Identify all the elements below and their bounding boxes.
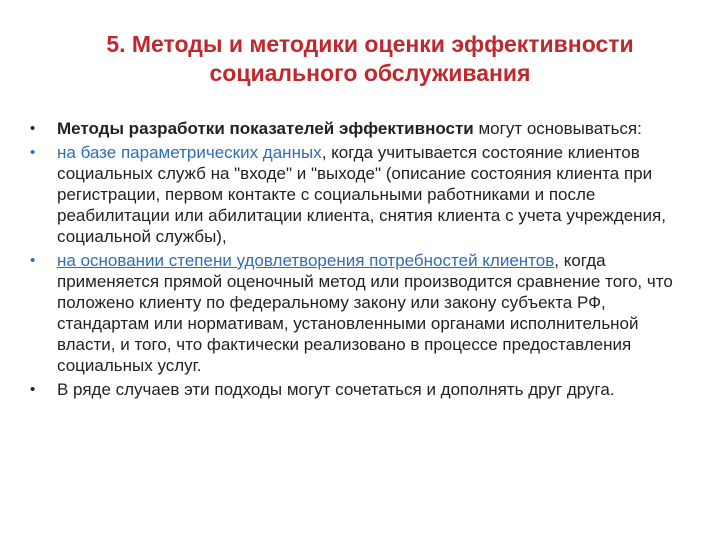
bullet-bold-text: Методы разработки показателей эффективности (57, 119, 474, 138)
bullet-icon: • (30, 144, 36, 161)
bullet-icon: • (30, 120, 36, 137)
bullet-list (28, 118, 696, 403)
bullet-text: могут основываться: (473, 119, 642, 138)
bullet-text: , когда применяется прямой оценочный метод или производится сравнение того, что положено клиенту по федеральному закону или закону субъекта РФ, стандартам или нормативам, установленными органами исполнительной власти, и того, что фактически реализовано в процессе предоставления социальных услуг. (57, 251, 673, 375)
bullet-highlight-text: на базе параметрических данных (57, 143, 322, 162)
bullet-item-satisfaction (28, 250, 696, 376)
slide-title-line-1: 5. Методы и методики оценки эффективности (106, 31, 634, 57)
bullet-text: , когда учитывается состояние клиентов социальных служб на "входе" и "выходе" (описание состояния клиента при регистрации, первом контакте с социальными работниками и после реабилитации или абилитации клиента, снятия клиента с учета учреждения, социальной службы), (57, 143, 666, 246)
slide-title (60, 30, 680, 88)
bullet-text: В ряде случаев эти подходы могут сочетаться и дополнять друг друга. (57, 380, 615, 399)
bullet-item-methods (28, 118, 696, 139)
bullet-icon: • (30, 381, 36, 398)
bullet-item-combination (28, 379, 696, 400)
slide-title-line-2: социального обслуживания (209, 60, 531, 86)
bullet-icon: • (30, 252, 36, 269)
bullet-item-parametric (28, 142, 696, 247)
bullet-highlight-link[interactable]: на основании степени удовлетворения потребностей клиентов (57, 251, 555, 270)
